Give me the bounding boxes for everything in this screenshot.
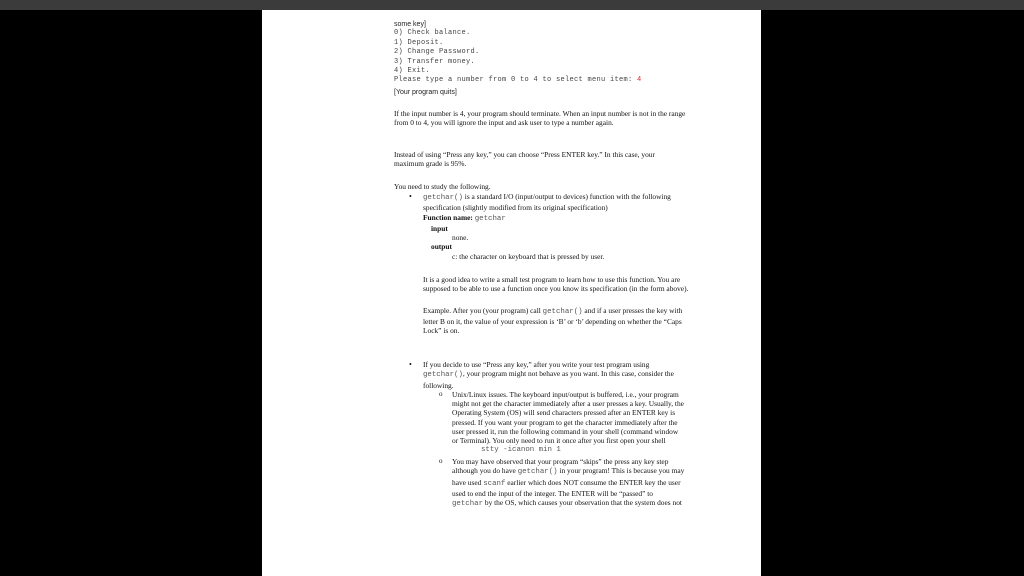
- prompt-input: 4: [637, 76, 642, 85]
- inline-code: getchar(): [423, 371, 463, 380]
- inline-code: getchar(): [517, 468, 558, 477]
- menu-item: 1) Deposit.: [394, 38, 444, 47]
- sub-bullet-text: earlier which does NOT consume the ENTER key the user used to end the input of the integer. The ENTER will be “passed” to: [452, 477, 681, 498]
- sub-bullet-text: by the OS, which causes your observation that the system does not: [483, 498, 682, 508]
- menu-item: 0) Check balance.: [394, 29, 471, 38]
- output-label: output: [431, 242, 452, 252]
- bullet-dot: •: [409, 192, 412, 201]
- example-text: and if a user presses the key with letter B on it, the value of your expression is ‘B’ or ‘b’ depending on whether the “Caps Lock” is on.: [423, 305, 683, 336]
- paragraph: If the input number is 4, your program should terminate. When an input number is not in the range from 0 to 4, you will ignore the input and ask user to type a number again.: [394, 109, 686, 128]
- shell-command: stty -icanon min 1: [481, 445, 561, 454]
- bullet-text: is a standard I/O (input/output to devices) function with the following specification (slightly modified from its original specification): [423, 192, 671, 213]
- tip-paragraph: It is a good idea to write a small test program to learn how to use this function. You are supposed to be able to use a function once you know its specification (in the form above).: [423, 275, 689, 294]
- menu-item: 2) Change Password.: [394, 48, 480, 57]
- input-label: input: [431, 223, 448, 233]
- viewer-top-bar: [0, 0, 1024, 10]
- document-page: [262, 10, 761, 576]
- menu-item: 4) Exit.: [394, 67, 431, 76]
- bullet-item: [409, 192, 689, 336]
- console-prompt: [394, 76, 642, 85]
- paragraph: Instead of using “Press any key,” you can choose “Press ENTER key.” In this case, your maximum grade is 95%.: [394, 150, 655, 169]
- input-value: none.: [452, 233, 469, 243]
- inline-code: getchar: [474, 214, 506, 223]
- function-name-label: Function name:: [423, 212, 475, 222]
- sub-bullet-text: in your program! This is because you may have used: [452, 466, 685, 487]
- console-line: some key]: [394, 21, 426, 28]
- bullet-text: If you decide to use “Press any key,” after you write your test program using: [423, 360, 650, 369]
- bullet-dot: •: [409, 360, 412, 369]
- sub-bullet-text: You may have observed that your program “skips” the press any key step although you do have: [452, 456, 669, 476]
- prompt-text: Please type a number from 0 to 4 to select menu item:: [394, 76, 638, 85]
- bullet-item: [409, 360, 689, 509]
- example-text: Example. After you (your program) call: [423, 305, 543, 315]
- inline-code: getchar(): [542, 307, 583, 316]
- quit-note: [Your program quits]: [394, 88, 457, 96]
- bullet-text: , your program might not behave as you want. In this case, consider the following.: [423, 369, 674, 390]
- inline-code: getchar: [452, 500, 484, 509]
- sub-bullet-text: Unix/Linux issues. The keyboard input/output is buffered, i.e., your program might not get the character immediately after a user presses a key. Usually, the Operating System (OS) will send characters pressed after an ENTER key is pressed. If you want your program to get the character immediately after the user pressed it, run the following command in your shell (command window or Terminal). You only need to run it once after you first open your shell: [452, 389, 684, 446]
- inline-code: scanf: [483, 479, 506, 488]
- console-output: [394, 20, 642, 97]
- sub-bullet-circle: o: [439, 389, 443, 398]
- sub-bullet-circle: o: [439, 456, 443, 465]
- sub-bullet: [439, 456, 685, 509]
- paragraph: You need to study the following.: [394, 182, 491, 191]
- output-value: c: the character on keyboard that is pressed by user.: [452, 251, 605, 261]
- menu-item: 3) Transfer money.: [394, 57, 476, 66]
- inline-code: getchar(): [423, 194, 463, 202]
- sub-bullet: [439, 389, 685, 455]
